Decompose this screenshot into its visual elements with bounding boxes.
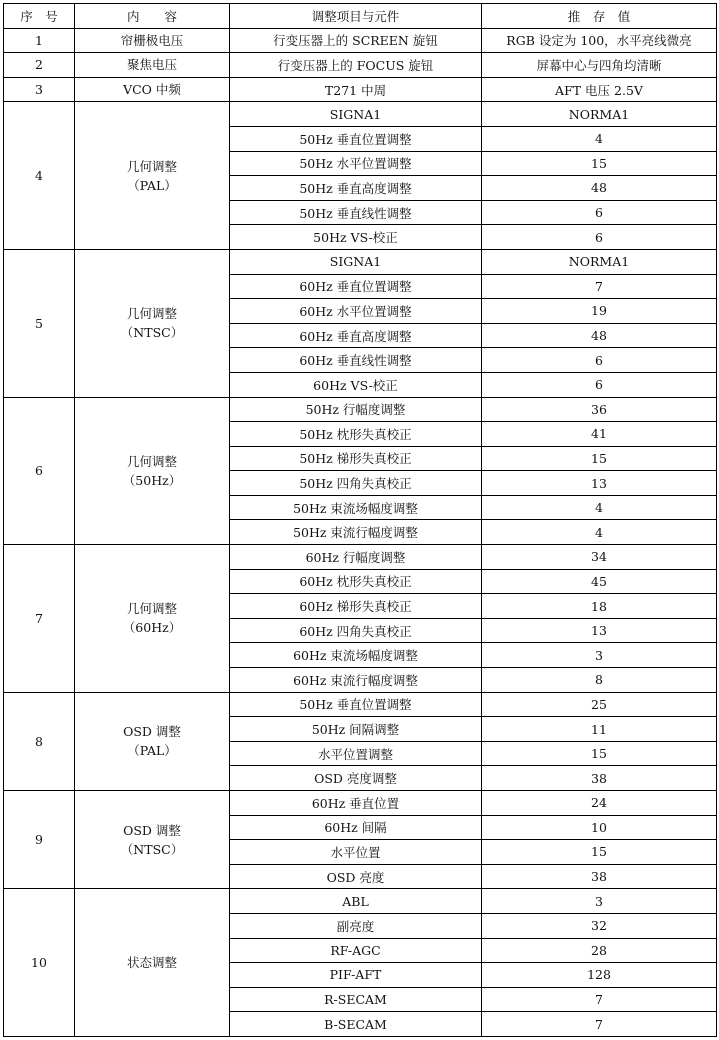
item-cell: B-SECAM bbox=[230, 1012, 482, 1037]
item-cell: RF-AGC bbox=[230, 938, 482, 963]
value-cell: 6 bbox=[482, 225, 717, 250]
value-cell: 38 bbox=[482, 766, 717, 791]
value-cell: RGB 设定为 100，水平亮线微亮 bbox=[482, 28, 717, 53]
value-cell: 8 bbox=[482, 668, 717, 693]
table-row bbox=[4, 77, 717, 102]
table-body bbox=[4, 28, 717, 1036]
value-cell: 10 bbox=[482, 815, 717, 840]
content-line: （PAL） bbox=[127, 177, 177, 193]
item-cell: 60Hz 间隔 bbox=[230, 815, 482, 840]
content-line: （NTSC） bbox=[120, 841, 184, 857]
value-cell: 48 bbox=[482, 323, 717, 348]
row-number: 2 bbox=[4, 53, 75, 78]
table-row bbox=[4, 692, 717, 717]
content-line: （NTSC） bbox=[120, 325, 184, 341]
content-cell bbox=[75, 249, 230, 397]
content-cell bbox=[75, 397, 230, 545]
value-cell: 34 bbox=[482, 545, 717, 570]
adjustment-table bbox=[3, 3, 717, 1037]
item-cell: 50Hz 梯形失真校正 bbox=[230, 446, 482, 471]
item-cell: 60Hz 垂直高度调整 bbox=[230, 323, 482, 348]
item-cell: OSD 亮度调整 bbox=[230, 766, 482, 791]
value-cell: 4 bbox=[482, 520, 717, 545]
item-cell: 60Hz 垂直位置调整 bbox=[230, 274, 482, 299]
content-line: 几何调整 bbox=[126, 453, 177, 469]
row-number: 1 bbox=[4, 28, 75, 53]
header-row bbox=[4, 4, 717, 29]
value-cell: 13 bbox=[482, 471, 717, 496]
value-cell: AFT 电压 2.5V bbox=[482, 77, 717, 102]
value-cell: 15 bbox=[482, 446, 717, 471]
item-cell: 60Hz 四角失真校正 bbox=[230, 618, 482, 643]
table-row bbox=[4, 545, 717, 570]
table-row bbox=[4, 791, 717, 816]
header-no: 序 号 bbox=[4, 4, 75, 29]
value-cell: 18 bbox=[482, 594, 717, 619]
item-cell: 行变压器上的 FOCUS 旋钮 bbox=[230, 53, 482, 78]
value-cell: 32 bbox=[482, 913, 717, 938]
item-cell: SIGNA1 bbox=[230, 102, 482, 127]
content-cell bbox=[75, 692, 230, 790]
item-cell: 50Hz 水平位置调整 bbox=[230, 151, 482, 176]
item-cell: 水平位置调整 bbox=[230, 741, 482, 766]
item-cell: 50Hz 束流行幅度调整 bbox=[230, 520, 482, 545]
value-cell: NORMA1 bbox=[482, 102, 717, 127]
row-number: 10 bbox=[4, 889, 75, 1037]
table-header bbox=[4, 4, 717, 29]
content-line: 状态调整 bbox=[126, 955, 177, 971]
item-cell: 50Hz 行幅度调整 bbox=[230, 397, 482, 422]
value-cell: 4 bbox=[482, 126, 717, 151]
item-cell: 50Hz 垂直高度调整 bbox=[230, 176, 482, 201]
content-line: VCO 中频 bbox=[123, 82, 181, 98]
table-row bbox=[4, 28, 717, 53]
table-row bbox=[4, 397, 717, 422]
item-cell: 60Hz 梯形失真校正 bbox=[230, 594, 482, 619]
value-cell: 6 bbox=[482, 372, 717, 397]
content-cell bbox=[75, 102, 230, 250]
row-number: 3 bbox=[4, 77, 75, 102]
item-cell: 60Hz 行幅度调整 bbox=[230, 545, 482, 570]
value-cell: 4 bbox=[482, 495, 717, 520]
value-cell: 128 bbox=[482, 963, 717, 988]
content-line: 几何调整 bbox=[126, 158, 177, 174]
value-cell: 38 bbox=[482, 864, 717, 889]
item-cell: 60Hz 水平位置调整 bbox=[230, 299, 482, 324]
value-cell: 15 bbox=[482, 840, 717, 865]
content-line: （50Hz） bbox=[122, 472, 182, 488]
item-cell: 行变压器上的 SCREEN 旋钮 bbox=[230, 28, 482, 53]
value-cell: 6 bbox=[482, 348, 717, 373]
item-cell: 50Hz 垂直线性调整 bbox=[230, 200, 482, 225]
content-cell bbox=[75, 889, 230, 1037]
item-cell: 50Hz VS-校正 bbox=[230, 225, 482, 250]
content-line: OSD 调整 bbox=[123, 822, 181, 838]
value-cell: 24 bbox=[482, 791, 717, 816]
value-cell: 7 bbox=[482, 987, 717, 1012]
value-cell: 11 bbox=[482, 717, 717, 742]
content-line: 几何调整 bbox=[126, 306, 177, 322]
value-cell: 7 bbox=[482, 1012, 717, 1037]
item-cell: 60Hz 垂直线性调整 bbox=[230, 348, 482, 373]
value-cell: 25 bbox=[482, 692, 717, 717]
content-cell bbox=[75, 545, 230, 693]
table-row bbox=[4, 102, 717, 127]
value-cell: 3 bbox=[482, 643, 717, 668]
table-row bbox=[4, 53, 717, 78]
item-cell: 50Hz 间隔调整 bbox=[230, 717, 482, 742]
content-line: OSD 调整 bbox=[123, 724, 181, 740]
item-cell: 60Hz 枕形失真校正 bbox=[230, 569, 482, 594]
header-value: 推 存 值 bbox=[482, 4, 717, 29]
value-cell: 28 bbox=[482, 938, 717, 963]
header-item: 调整项目与元件 bbox=[230, 4, 482, 29]
value-cell: NORMA1 bbox=[482, 249, 717, 274]
content-cell bbox=[75, 28, 230, 53]
content-cell bbox=[75, 53, 230, 78]
value-cell: 6 bbox=[482, 200, 717, 225]
value-cell: 13 bbox=[482, 618, 717, 643]
value-cell: 41 bbox=[482, 422, 717, 447]
item-cell: PIF-AFT bbox=[230, 963, 482, 988]
value-cell: 屏幕中心与四角均清晰 bbox=[482, 53, 717, 78]
row-number: 4 bbox=[4, 102, 75, 250]
value-cell: 7 bbox=[482, 274, 717, 299]
item-cell: 50Hz 四角失真校正 bbox=[230, 471, 482, 496]
content-cell bbox=[75, 77, 230, 102]
item-cell: 60Hz 垂直位置 bbox=[230, 791, 482, 816]
item-cell: 50Hz 枕形失真校正 bbox=[230, 422, 482, 447]
item-cell: R-SECAM bbox=[230, 987, 482, 1012]
row-number: 5 bbox=[4, 249, 75, 397]
content-line: （PAL） bbox=[127, 743, 177, 759]
table-row bbox=[4, 249, 717, 274]
value-cell: 15 bbox=[482, 151, 717, 176]
item-cell: ABL bbox=[230, 889, 482, 914]
item-cell: T271 中周 bbox=[230, 77, 482, 102]
value-cell: 3 bbox=[482, 889, 717, 914]
value-cell: 15 bbox=[482, 741, 717, 766]
header-content: 内 容 bbox=[75, 4, 230, 29]
item-cell: OSD 亮度 bbox=[230, 864, 482, 889]
content-line: （60Hz） bbox=[122, 620, 182, 636]
row-number: 8 bbox=[4, 692, 75, 790]
item-cell: 60Hz 束流行幅度调整 bbox=[230, 668, 482, 693]
value-cell: 45 bbox=[482, 569, 717, 594]
item-cell: 副亮度 bbox=[230, 913, 482, 938]
item-cell: 50Hz 垂直位置调整 bbox=[230, 692, 482, 717]
content-line: 聚焦电压 bbox=[126, 57, 177, 73]
row-number: 7 bbox=[4, 545, 75, 693]
item-cell: 50Hz 垂直位置调整 bbox=[230, 126, 482, 151]
value-cell: 19 bbox=[482, 299, 717, 324]
item-cell: 水平位置 bbox=[230, 840, 482, 865]
content-line: 几何调整 bbox=[126, 601, 177, 617]
content-cell bbox=[75, 791, 230, 889]
item-cell: 60Hz 束流场幅度调整 bbox=[230, 643, 482, 668]
item-cell: 50Hz 束流场幅度调整 bbox=[230, 495, 482, 520]
item-cell: 60Hz VS-校正 bbox=[230, 372, 482, 397]
content-line: 帘栅极电压 bbox=[120, 32, 184, 48]
value-cell: 48 bbox=[482, 176, 717, 201]
row-number: 9 bbox=[4, 791, 75, 889]
value-cell: 36 bbox=[482, 397, 717, 422]
item-cell: SIGNA1 bbox=[230, 249, 482, 274]
row-number: 6 bbox=[4, 397, 75, 545]
table-row bbox=[4, 889, 717, 914]
